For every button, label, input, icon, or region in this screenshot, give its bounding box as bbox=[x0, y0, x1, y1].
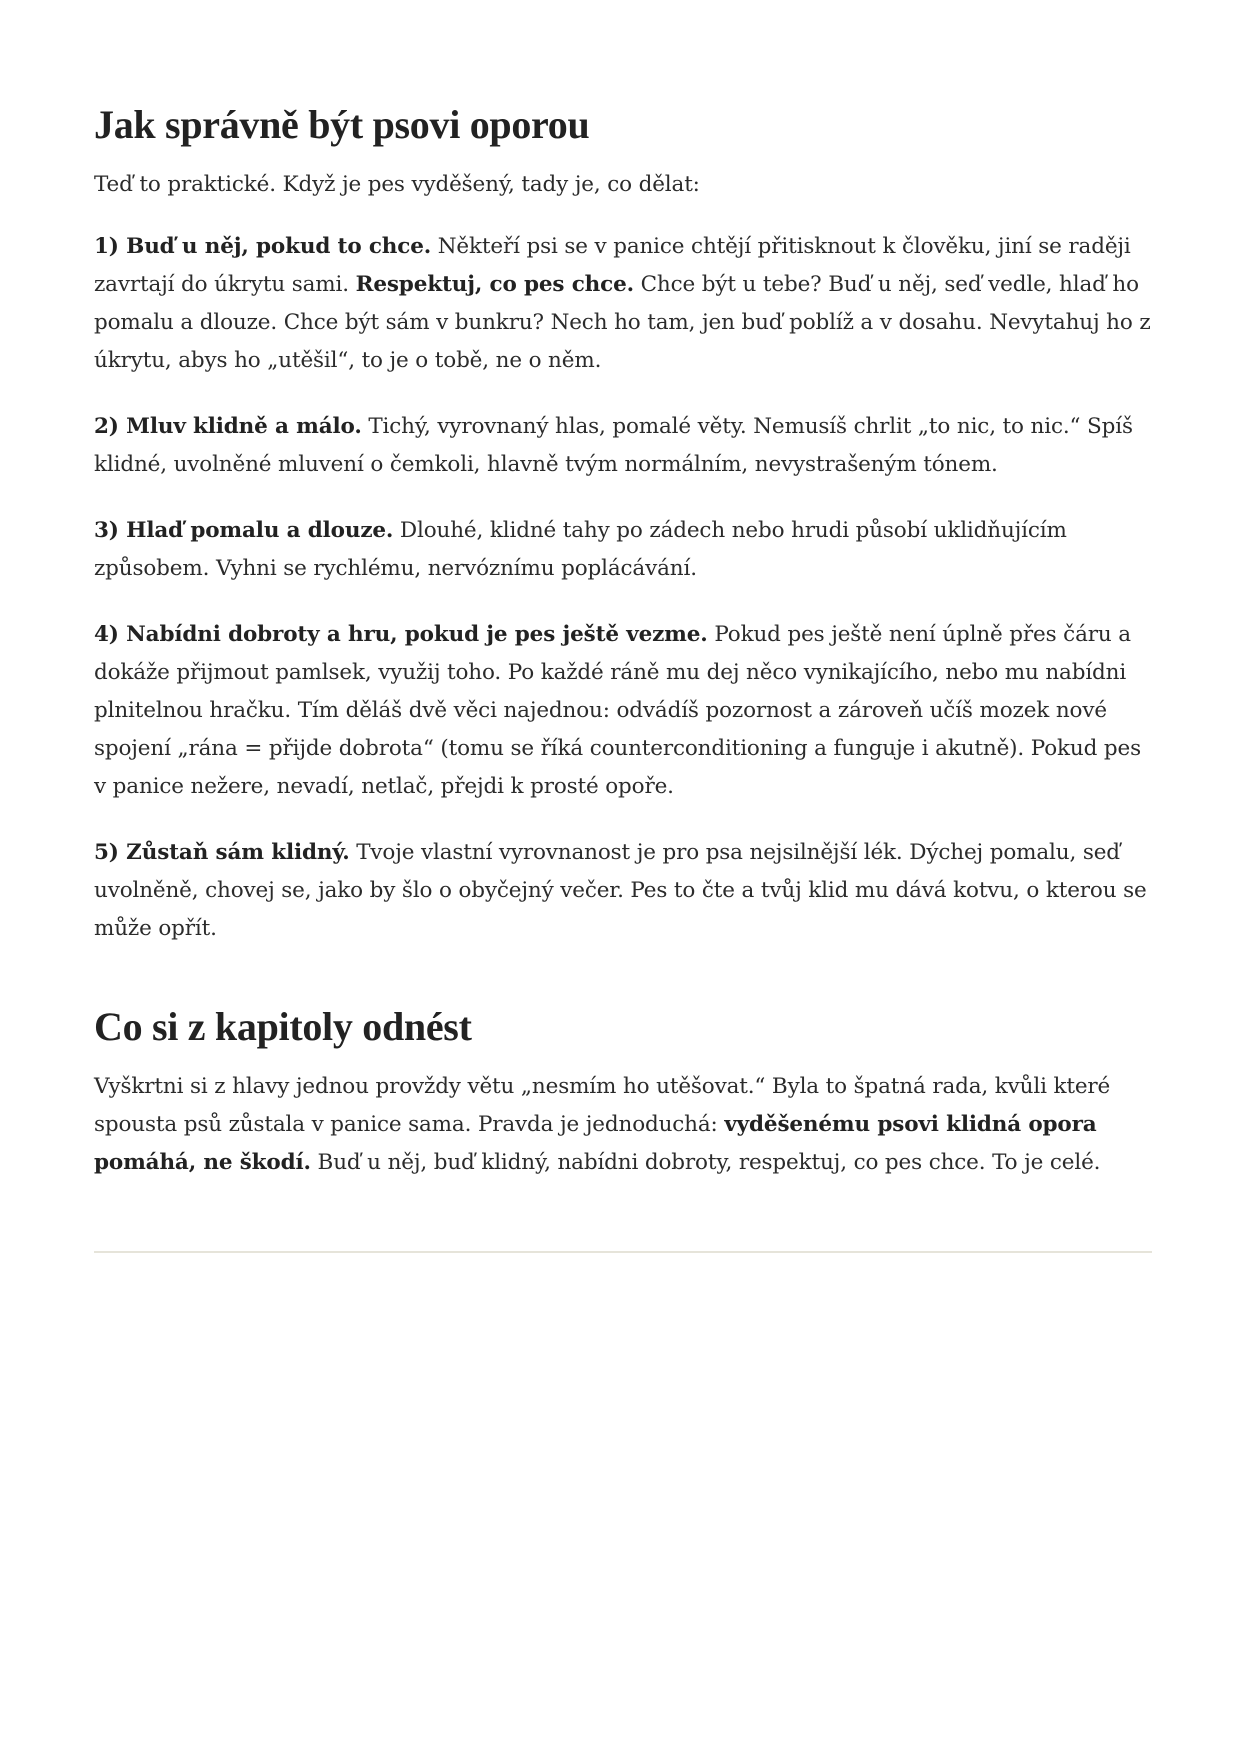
tip-1-text-c: Chce být u tebe? Buď u něj, seď vedle, hlaď ho pomalu a dlouze. Chce být sám v bunkru? Nech ho tam, jen buď poblíž a v dosahu. Nevytahuj ho z úkrytu, abys ho „utěšil“, to je o tobě, ne o něm. bbox=[94, 272, 1151, 373]
tip-1-emphasis: Respektuj, co pes chce. bbox=[355, 272, 634, 297]
tip-1-text-a: Někteří psi se v panice chtějí přitisknout k člověku, jiní se raději zavrtají do úkrytu sami. bbox=[94, 234, 1131, 297]
tip-2-paragraph bbox=[94, 408, 1152, 484]
tip-1-paragraph bbox=[94, 228, 1152, 380]
tip-5-paragraph bbox=[94, 834, 1152, 948]
tip-1-lead: 1) Buď u něj, pokud to chce. bbox=[94, 234, 432, 259]
document-page bbox=[94, 96, 1152, 1210]
summary-text-a: Vyškrtni si z hlavy jednou provždy větu „nesmím ho utěšovat.“ Byla to špatná rada, kvůli které spousta psů zůstala v panice sama. Pravda je jednoduchá: bbox=[94, 1074, 1111, 1137]
summary-heading: Co si z kapitoly odnést bbox=[94, 1004, 472, 1049]
tip-4-paragraph bbox=[94, 616, 1152, 806]
tip-4-lead: 4) Nabídni dobroty a hru, pokud je pes ještě vezme. bbox=[94, 622, 708, 647]
tip-4-text: Pokud pes ještě není úplně přes čáru a dokáže přijmout pamlsek, využij toho. Po každé ráně mu dej něco vynikajícího, nebo mu nabídni plnitelnou hračku. Tím děláš dvě věci najednou: odvádíš pozornost a zároveň učíš mozek nové spojení „rána = přijde dobrota“ (tomu se říká counterconditioning a funguje i akutně). Pokud pes v panice nežere, nevadí, netlač, přejdi k prosté opoře. bbox=[94, 622, 1141, 799]
tip-5-text: Tvoje vlastní vyrovnanost je pro psa nejsilnější lék. Dýchej pomalu, seď uvolněně, chovej se, jako by šlo o obyčejný večer. Pes to čte a tvůj klid mu dává kotvu, o kterou se může opřít. bbox=[94, 840, 1147, 941]
tip-2-lead: 2) Mluv klidně a málo. bbox=[94, 414, 362, 439]
tip-2-text: Tichý, vyrovnaný hlas, pomalé věty. Nemusíš chrlit „to nic, to nic.“ Spíš klidné, uvolněné mluvení o čemkoli, hlavně tvým normálním, nevystrašeným tónem. bbox=[94, 414, 1133, 477]
tip-3-lead: 3) Hlaď pomalu a dlouze. bbox=[94, 518, 394, 543]
tip-3-paragraph bbox=[94, 512, 1152, 588]
tip-3-text: Dlouhé, klidné tahy po zádech nebo hrudi působí uklidňujícím způsobem. Vyhni se rychlému, nervóznímu poplácávání. bbox=[94, 518, 1067, 581]
tip-5-lead: 5) Zůstaň sám klidný. bbox=[94, 840, 350, 865]
summary-paragraph bbox=[94, 1068, 1152, 1182]
section-divider bbox=[94, 1251, 1152, 1253]
summary-text-c: Buď u něj, buď klidný, nabídni dobroty, respektuj, co pes chce. To je celé. bbox=[310, 1150, 1101, 1175]
summary-emphasis: vyděšenému psovi klidná opora pomáhá, ne škodí. bbox=[94, 1112, 1097, 1175]
section-heading: Jak správně být psovi oporou bbox=[94, 102, 590, 147]
intro-paragraph: Teď to praktické. Když je pes vyděšený, tady je, co dělat: bbox=[94, 172, 700, 197]
